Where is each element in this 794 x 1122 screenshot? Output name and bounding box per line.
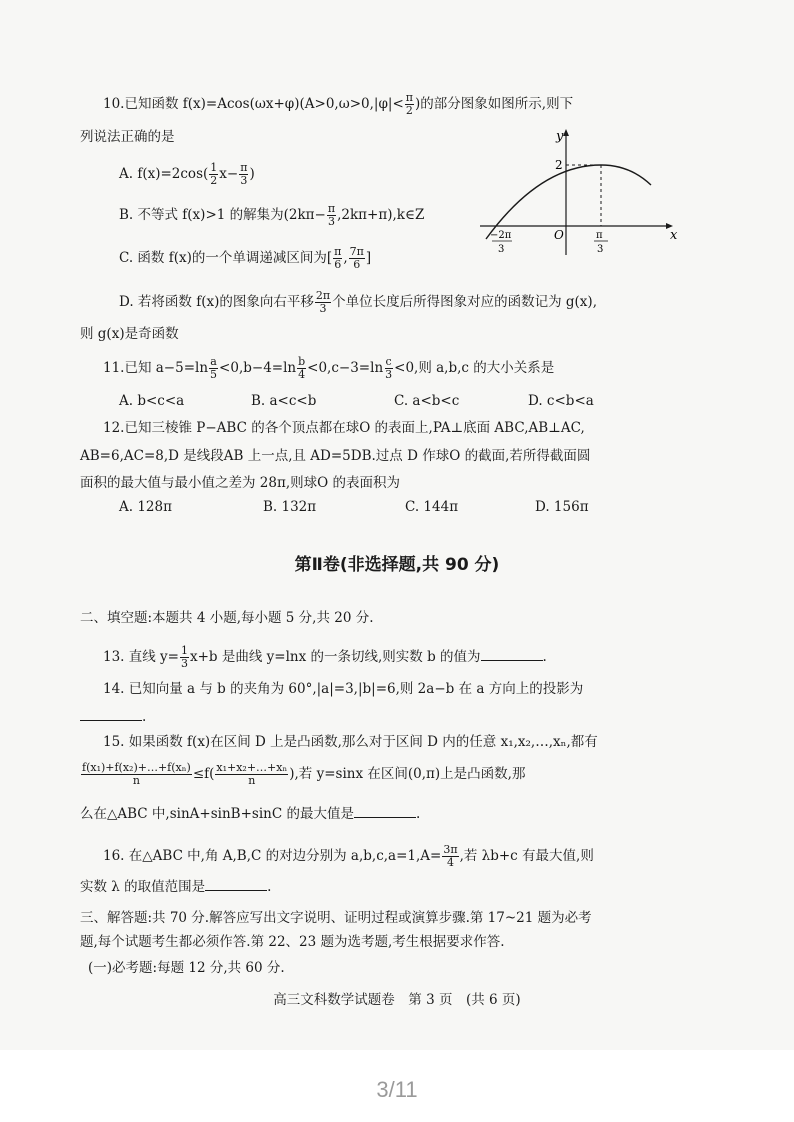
page-footer: 高三文科数学试题卷 第 3 页 (共 6 页): [273, 992, 521, 1008]
solve-heading-line2: 题,每个试题考生都必须作答.第 22、23 题为选考题,考生根据要求作答.: [80, 934, 505, 950]
solve-heading-line1: 三、解答题:共 70 分.解答应写出文字说明、证明过程或演算步骤.第 17~21 题为必考: [80, 910, 592, 926]
q10-stem-line1: 10.已知函数 f(x)=Acos(ωx+φ)(A>0,ω>0,|φ|< $\frac{\pi}{2}$ )的部分图象如图所示,则下: [103, 91, 574, 117]
q15-answer-blank: [354, 803, 416, 818]
q12-option-a: A. 128π: [119, 499, 172, 515]
q10-option-d-line2: 则 g(x)是奇函数: [80, 326, 179, 342]
ymax-label: 2: [555, 158, 563, 172]
page-indicator: 3/11: [376, 1077, 418, 1102]
q10-option-d-line1: D. 若将函数 f(x)的图象向右平移 $\frac{2\pi}{3}$ 个单位长度后所得图象对应的函数记为 g(x),: [119, 289, 597, 315]
q12-stem-line3: 面积的最大值与最小值之差为 28π,则球O 的表面积为: [80, 475, 400, 491]
q11-option-d: D. c<b<a: [528, 393, 594, 409]
left-root-num: −2π: [490, 230, 512, 241]
q10-option-b: B. 不等式 f(x)>1 的解集为(2kπ− $\frac{\pi}{3}$ ,2kπ+π),k∈Z: [119, 202, 425, 228]
x-axis-label: x: [670, 228, 678, 243]
right-guide-num: π: [596, 230, 603, 241]
cosine-curve: [486, 165, 651, 239]
section-title: 第Ⅱ卷(非选择题,共 90 分): [294, 555, 500, 575]
q13: 13. 直线 y= $\frac{1}{3}$ x+b 是曲线 y=lnx 的一条切线,则实数 b 的值为 .: [103, 644, 547, 670]
q10-stem-line2: 列说法正确的是: [80, 129, 175, 145]
q12-stem-line2: AB=6,AC=8,D 是线段AB 上一点,且 AD=5DB.过点 D 作球O 的截面,若所得截面圆: [80, 448, 591, 464]
fill-blank-heading: 二、填空题:本题共 4 小题,每小题 5 分,共 20 分.: [80, 610, 374, 626]
q14-line1: 14. 已知向量 a 与 b 的夹角为 60°,|a|=3,|b|=6,则 2a−b 在 a 方向上的投影为: [103, 681, 584, 697]
q14-answer-blank: [80, 706, 142, 721]
q16-line2: 实数 λ 的取值范围是 .: [80, 876, 271, 897]
q12-option-b: B. 132π: [263, 499, 317, 515]
q11-stem: 11.已知 a−5=ln $\frac{a}{5}$ <0,b−4=ln $\frac{b}{4}$ <0,c−3=ln $\frac{c}{3}$ <0,则 a,b,c 的大小关系是: [103, 355, 555, 381]
q11-option-b: B. a<c<b: [251, 393, 317, 409]
q11-option-a: A. b<c<a: [119, 393, 185, 409]
right-guide-den: 3: [597, 244, 604, 255]
q11-option-c: C. a<b<c: [394, 393, 460, 409]
q13-answer-blank: [481, 646, 543, 661]
q12-option-d: D. 156π: [535, 499, 589, 515]
q10-option-c: C. 函数 f(x)的一个单调递减区间为[ $\frac{\pi}{6}$ , $\frac{7\pi}{6}$ ]: [119, 245, 372, 271]
q16-answer-blank: [205, 876, 267, 891]
q15-line3: 么在△ABC 中,sinA+sinB+sinC 的最大值是 .: [80, 803, 420, 824]
q14-line2: .: [80, 706, 146, 727]
q15-line1: 15. 如果函数 f(x)在区间 D 上是凸函数,那么对于区间 D 内的任意 x₁,x₂,…,xₙ,都有: [103, 734, 598, 750]
required-heading: (一)必考题:每题 12 分,共 60 分.: [88, 960, 285, 976]
q16-line1: 16. 在△ABC 中,角 A,B,C 的对边分别为 a,b,c,a=1,A= $\frac{3\pi}{4}$ ,若 λb+c 有最大值,则: [103, 843, 594, 869]
y-axis-arrow: [563, 129, 569, 136]
q12-stem-line1: 12.已知三棱锥 P−ABC 的各个顶点都在球O 的表面上,PA⊥底面 ABC,AB⊥AC,: [103, 420, 585, 436]
origin-label: O: [554, 228, 564, 242]
left-root-den: 3: [498, 244, 505, 255]
q12-option-c: C. 144π: [405, 499, 459, 515]
q15-line2: $\frac{\text{f(x₁)+f(x₂)+…+f(xₙ)}}{n}$ ≤f( $\frac{\text{x₁+x₂+…+xₙ}}{n}$ ),若 y=sinx 在区间(0,π)上是凸函数,那: [82, 761, 526, 787]
q10-option-a: A. f(x)=2cos( $\frac{1}{2}$ x− $\frac{\pi}{3}$ ): [119, 161, 255, 187]
q10-function-graph: [470, 125, 685, 260]
y-axis-label: y: [556, 129, 564, 144]
